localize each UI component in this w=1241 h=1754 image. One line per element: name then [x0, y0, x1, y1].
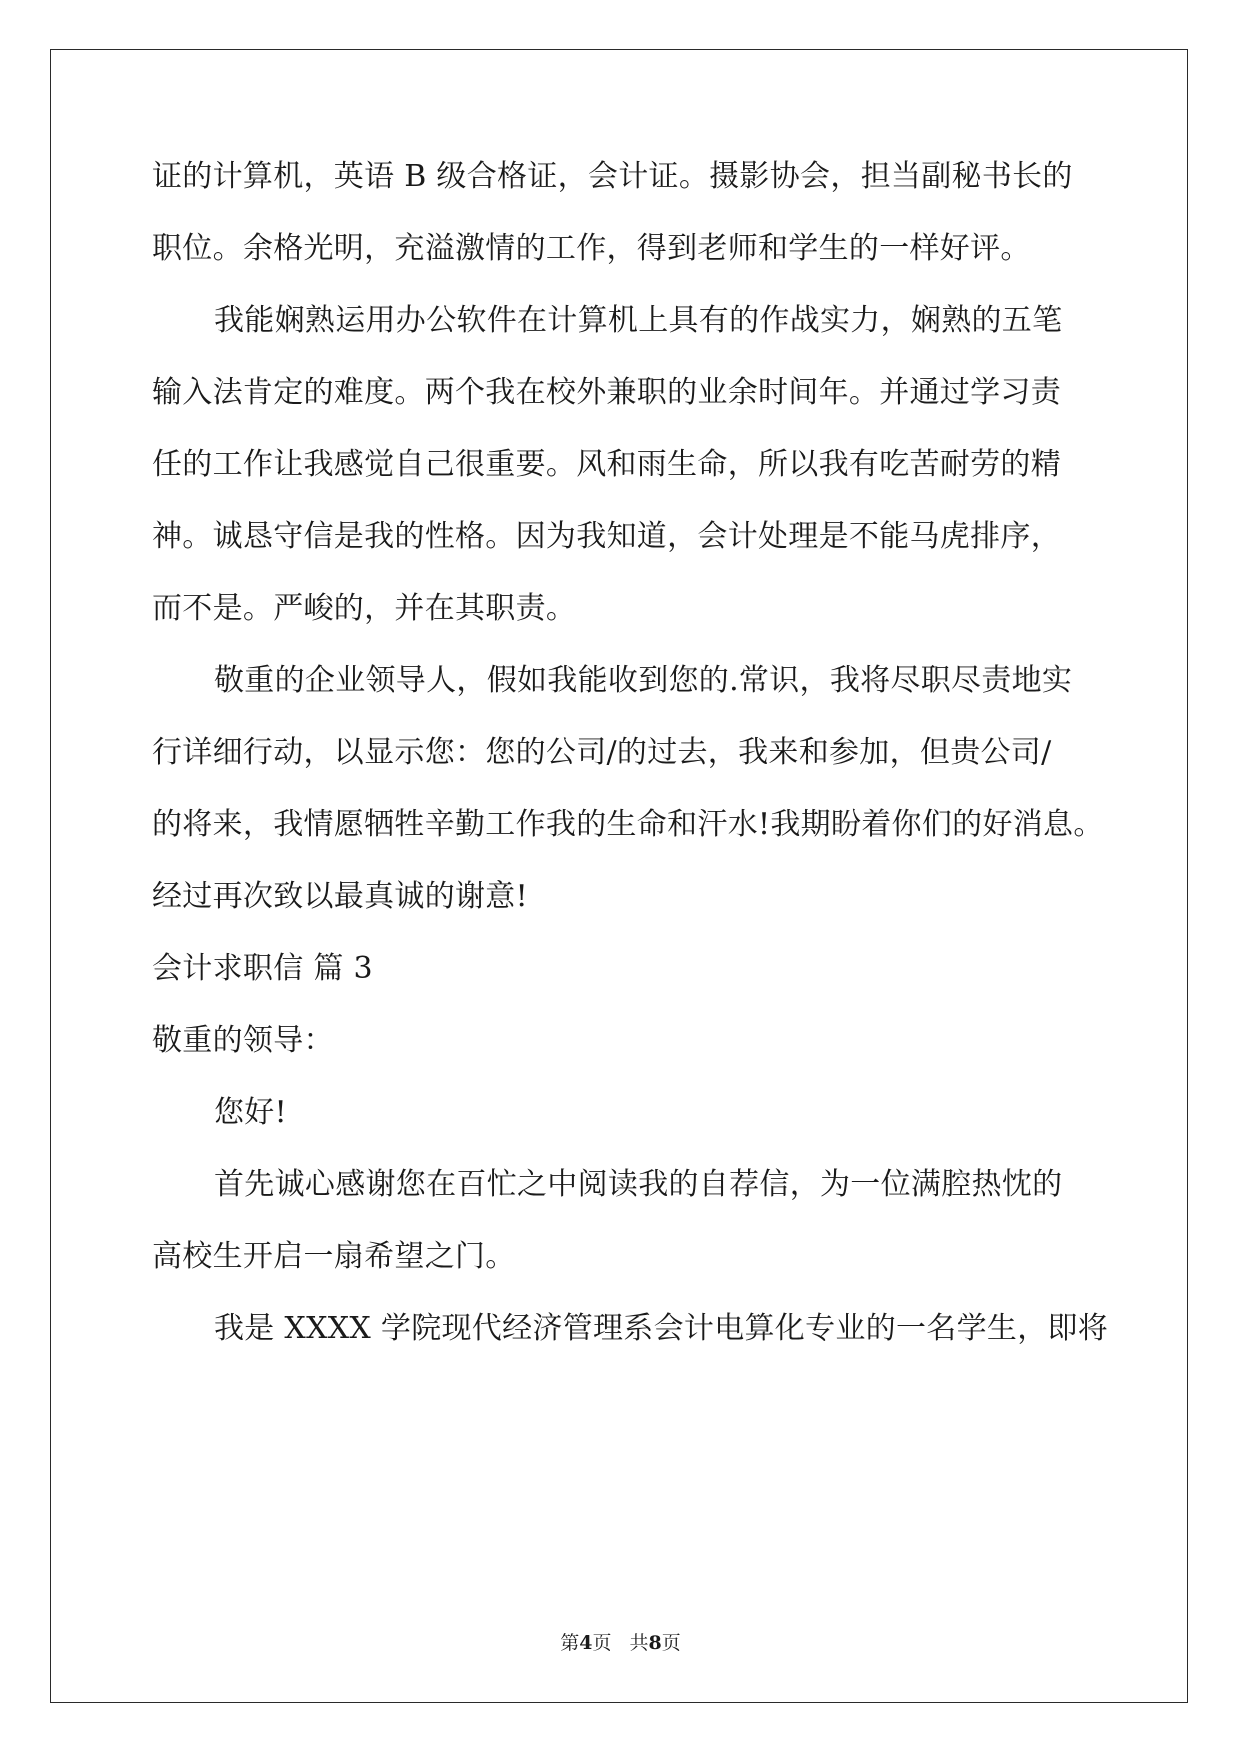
section-heading: 会计求职信 篇 3 [152, 951, 373, 986]
text-line: 而不是。严峻的，并在其职责。 [152, 591, 577, 626]
salutation: 敬重的领导： [152, 1023, 334, 1058]
text-line: 任的工作让我感觉自己很重要。风和雨生命，所以我有吃苦耐劳的精 [152, 447, 1061, 482]
text-line: 输入法肯定的难度。两个我在校外兼职的业余时间年。并通过学习责 [152, 375, 1061, 410]
current-page-number: 4 [579, 1632, 593, 1654]
footer-prefix: 第 [560, 1632, 580, 1654]
footer-page-word: 页 [592, 1632, 612, 1654]
paragraph-start: 我能娴熟运用办公软件在计算机上具有的作战实力，娴熟的五笔 [214, 303, 1063, 338]
page-footer [0, 1632, 1241, 1654]
text-line: 的将来，我情愿牺牲辛勤工作我的生命和汗水!我期盼着你们的好消息。 [152, 807, 1104, 842]
total-page-count: 8 [648, 1632, 662, 1654]
greeting: 您好! [214, 1095, 287, 1130]
text-line: 高校生开启一扇希望之门。 [152, 1239, 516, 1274]
text-line: 神。诚恳守信是我的性格。因为我知道，会计处理是不能马虎排序， [152, 519, 1061, 554]
paragraph-start: 敬重的企业领导人，假如我能收到您的.常识，我将尽职尽责地实 [214, 663, 1073, 698]
footer-total-prefix: 共 [629, 1632, 649, 1654]
text-line: 经过再次致以最真诚的谢意! [152, 879, 528, 914]
page-border [50, 49, 1188, 1703]
paragraph-start: 首先诚心感谢您在百忙之中阅读我的自荐信，为一位满腔热忱的 [214, 1167, 1063, 1202]
text-line: 职位。余格光明，充溢激情的工作，得到老师和学生的一样好评。 [152, 231, 1031, 266]
paragraph-start: 我是 XXXX 学院现代经济管理系会计电算化专业的一名学生，即将 [214, 1311, 1109, 1346]
footer-total-suffix: 页 [661, 1632, 681, 1654]
text-line: 证的计算机，英语 B 级合格证，会计证。摄影协会，担当副秘书长的 [152, 159, 1073, 194]
text-line: 行详细行动，以显示您：您的公司/的过去，我来和参加，但贵公司/ [152, 735, 1052, 770]
